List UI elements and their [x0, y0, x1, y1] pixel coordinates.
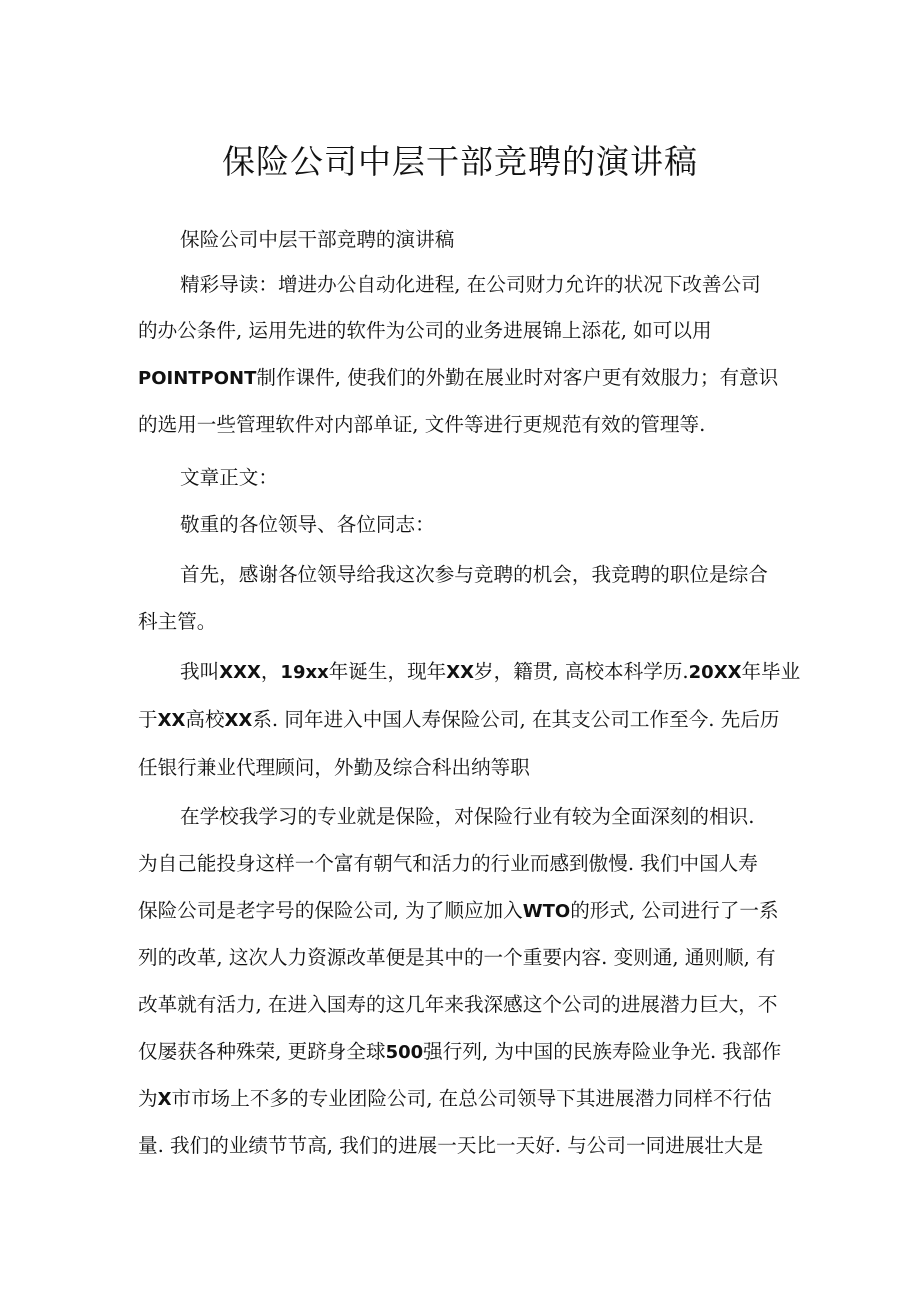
paragraph-line: 任银行兼业代理顾问，外勤及综合科出纳等职	[138, 756, 530, 779]
paragraph-line: 保险公司中层干部竞聘的演讲稿	[180, 228, 455, 251]
paragraph-line: 文章正文：	[180, 466, 278, 489]
paragraph-line: 仅屡获各种殊荣, 更跻身全球500强行列, 为中国的民族寿险业争光. 我部作	[138, 1040, 782, 1063]
paragraph-line: 的办公条件, 运用先进的软件为公司的业务进展锦上添花, 如可以用	[138, 319, 712, 342]
paragraph-line: 敬重的各位领导、各位同志：	[180, 513, 435, 536]
paragraph-line: 的选用一些管理软件对内部单证, 文件等进行更规范有效的管理等.	[138, 413, 706, 436]
paragraph-line: 量. 我们的业绩节节高, 我们的进展一天比一天好. 与公司一同进展壮大是	[138, 1134, 764, 1157]
paragraph-line: 首先，感谢各位领导给我这次参与竞聘的机会，我竞聘的职位是综合	[180, 563, 768, 586]
paragraph-line: 于XX高校XX系. 同年进入中国人寿保险公司, 在其支公司工作至今. 先后历	[138, 708, 780, 731]
paragraph-line: 为X市市场上不多的专业团险公司, 在总公司领导下其进展潜力同样不行估	[138, 1087, 772, 1110]
paragraph-line: 精彩导读：增进办公自动化进程, 在公司财力允许的状况下改善公司	[180, 273, 761, 296]
document-title: 保险公司中层干部竞聘的演讲稿	[222, 142, 698, 181]
paragraph-line: POINTPONT制作课件, 使我们的外勤在展业时对客户更有效服力；有意识	[138, 366, 779, 389]
paragraph-line: 为自己能投身这样一个富有朝气和活力的行业而感到傲慢. 我们中国人寿	[138, 852, 758, 875]
paragraph-line: 科主管。	[138, 610, 217, 633]
paragraph-line: 在学校我学习的专业就是保险，对保险行业有较为全面深刻的相识.	[180, 805, 755, 828]
paragraph-line: 保险公司是老字号的保险公司, 为了顺应加入WTO的形式, 公司进行了一系	[138, 899, 779, 922]
paragraph-line: 改革就有活力, 在进入国寿的这几年来我深感这个公司的进展潜力巨大，不	[138, 993, 778, 1016]
paragraph-line: 我叫XXX，19xx年诞生，现年XX岁，籍贯, 高校本科学历.20XX年毕业	[180, 660, 801, 683]
paragraph-line: 列的改革, 这次人力资源改革便是其中的一个重要内容. 变则通, 通则顺, 有	[138, 946, 776, 969]
